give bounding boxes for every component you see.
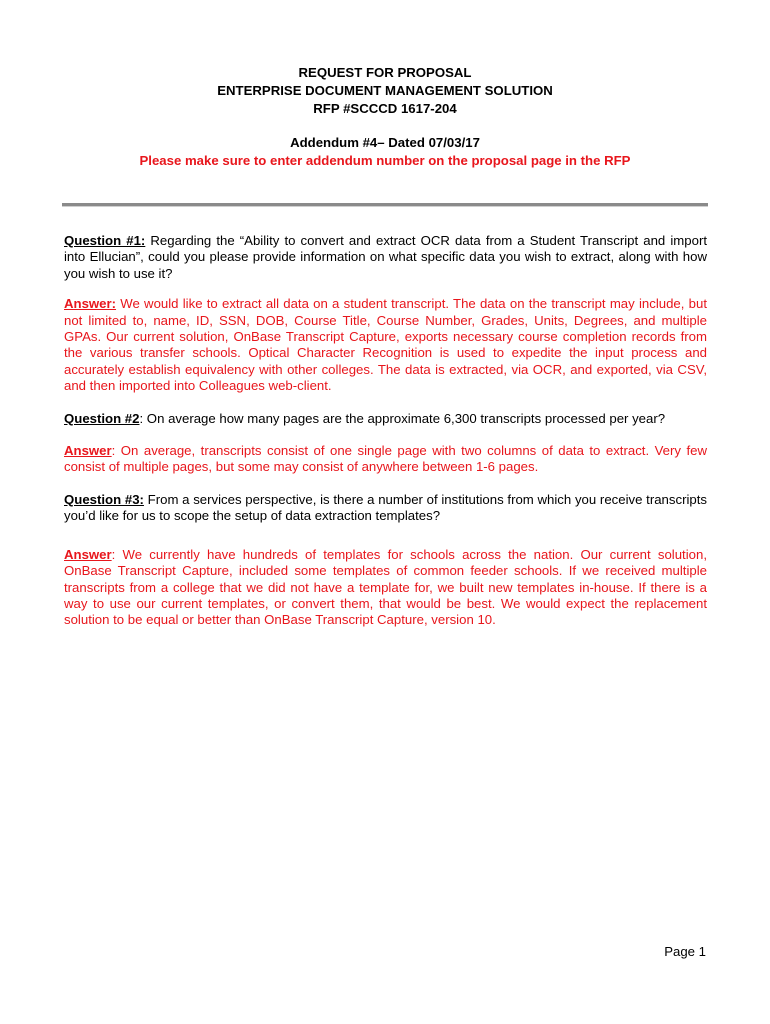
document-header [0, 64, 770, 170]
answer-label: Answer [64, 443, 112, 459]
page-number: Page 1 [664, 944, 706, 959]
question-text: : On average how many pages are the approximate 6,300 transcripts processed per year? [139, 410, 666, 426]
addendum-line: Addendum #4– Dated 07/03/17 [290, 135, 480, 150]
question-2 [64, 411, 707, 427]
addendum-notice: Please make sure to enter addendum number on the proposal page in the RFP [139, 153, 631, 168]
question-3 [64, 492, 707, 525]
answer-2 [64, 443, 707, 476]
question-label: Question #3: [64, 491, 144, 507]
header-rfp-number: RFP #SCCCD 1617-204 [313, 101, 457, 116]
qa-section [64, 233, 707, 629]
answer-label: Answer: [64, 296, 117, 312]
question-text: Regarding the “Ability to convert and extract OCR data from a Student Transcript and import into Ellucian”, could you please provide information on what specific data you wish to extract, along with how you wish to use it? [64, 233, 707, 281]
question-text: From a services perspective, is there a number of institutions from which you receive transcripts you’d like for us to scope the setup of data extraction templates? [64, 491, 707, 524]
header-spacer [0, 118, 770, 134]
answer-label: Answer [64, 546, 112, 562]
answer-text: : On average, transcripts consist of one single page with two columns of data to extract. Very few consist of multiple pages, but some may consist of anywhere between 1-6 pages. [64, 443, 707, 475]
question-label: Question #2 [64, 410, 140, 426]
header-title: REQUEST FOR PROPOSAL [298, 65, 472, 80]
answer-1 [64, 296, 707, 394]
question-label: Question #1: [64, 233, 146, 248]
answer-3 [64, 547, 707, 629]
header-subtitle: ENTERPRISE DOCUMENT MANAGEMENT SOLUTION [217, 83, 553, 98]
horizontal-divider [62, 203, 708, 207]
answer-text: We would like to extract all data on a student transcript. The data on the transcript may include, but not limited to, name, ID, SSN, DOB, Course Title, Course Number, Grades, Units, Degrees, and multiple GPAs. Our current solution, OnBase Transcript Capture, exports necessary course completion records from the various transfer schools. Optical Character Recognition is used to expedite the input process and accurately establish equivalency with other colleges. The data is extracted, via OCR, and exported, via CSV, and then imported into Colleagues web-client. [64, 296, 707, 394]
answer-text: : We currently have hundreds of templates for schools across the nation. Our current solution, OnBase Transcript Capture, included some templates of common feeder schools. If we received multiple transcripts from a college that we did not have a template for, we built new templates in-house. If there is a way to use our current templates, or convert them, that would be best. We would expect the replacement solution to be equal or better than OnBase Transcript Capture, version 10. [64, 546, 707, 628]
question-1 [64, 233, 707, 282]
